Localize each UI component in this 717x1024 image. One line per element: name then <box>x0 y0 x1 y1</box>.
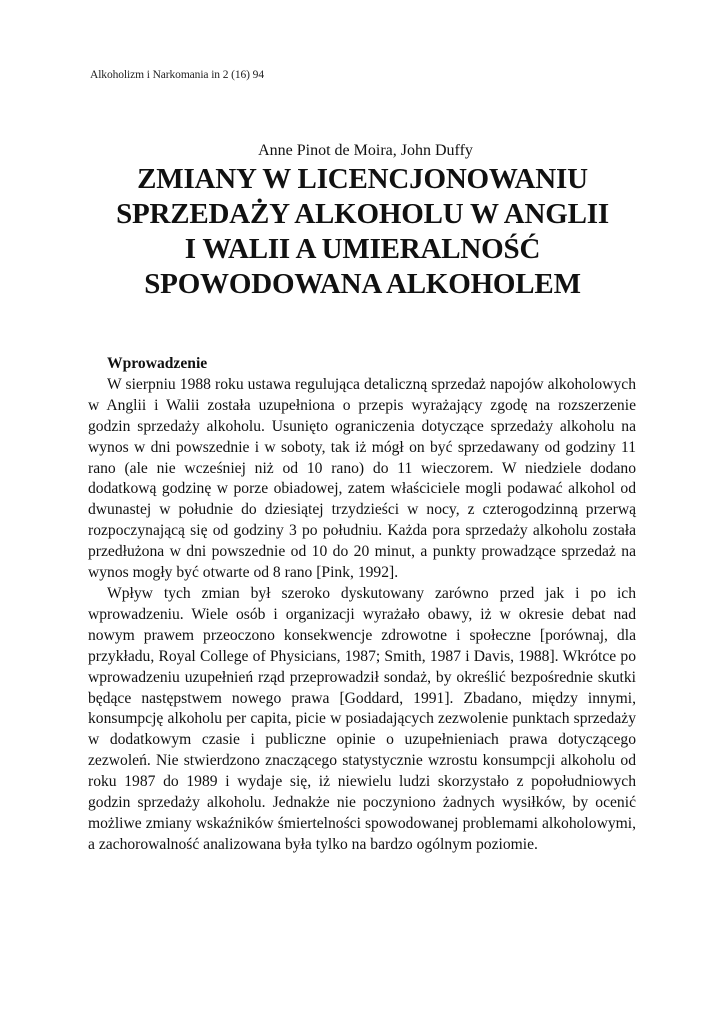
journal-header: Alkoholizm i Narkomania in 2 (16) 94 <box>90 69 264 81</box>
title-line: ZMIANY W LICENCJONOWANIU <box>137 163 588 195</box>
introduction-section <box>88 354 636 856</box>
section-heading: Wprowadzenie <box>107 355 208 372</box>
body-paragraph: Wpływ tych zmian był szeroko dyskutowany zarówno przed jak i po ich wprowadzeniu. Wiele osób i organizacji wyrażało obawy, iż w okresie debat nad nowym prawem przeoczono konsekwencje zdrowotne i społeczne [porównaj, dla przykładu, Royal College of Physicians, 1987; Smith, 1987 i Davis, 1988]. Wkrótce po wprowadzeniu uzupełnień rząd przeprowadził sondaż, by określić bezpośrednie skutki będące następstwem nowego prawa [Goddard, 1991]. Zbadano, między innymi, konsumpcję alkoholu per capita, picie w posiadających zezwolenie punktach sprzedaży w dodatkowym czasie i publiczne opinie o uzupełnieniach prawa dotyczącego zezwoleń. Nie stwierdzono znaczącego statystycznie wzrostu konsumpcji alkoholu od roku 1987 do 1989 i wydaje się, iż niewielu ludzi skorzystało z popołudniowych godzin sprzedaży alkoholu. Jednakże nie poczyniono żadnych wysiłków, by ocenić możliwe zmiany wskaźników śmiertelności spowodowanej problemami alkoholowymi, a zachorowalność analizowana była tylko na bardzo ogólnym poziomie. <box>88 584 636 853</box>
title-line: SPRZEDAŻY ALKOHOLU W ANGLII <box>116 198 609 230</box>
article-authors: Anne Pinot de Moira, John Duffy <box>258 142 473 159</box>
title-line: I WALII A UMIERALNOŚĆ <box>184 233 541 265</box>
article-title <box>0 162 717 302</box>
title-line: SPOWODOWANA ALKOHOLEM <box>144 268 581 300</box>
body-paragraph: W sierpniu 1988 roku ustawa regulująca detaliczną sprzedaż napojów alkoholowych w Anglii i Walii została uzupełniona o przepis wyrażający zgodę na rozszerzenie godzin sprzedaży alkoholu. Usunięto ograniczenia dotyczące sprzedaży alkoholu na wynos w dni powszednie i w soboty, tak iż mógł on być sprzedawany od godziny 11 rano (ale nie wcześniej niż od 10 rano) do 11 wieczorem. W niedziele dodano dodatkową godzinę w porze obiadowej, zatem właściciele mogli podawać alkohol od dwunastej w południe do dziesiątej trzydzieści w nocy, z czterogodzinną przerwą rozpoczynającą się od godziny 3 po południu. Każda pora sprzedaży alkoholu została przedłużona w dni powszednie od 10 do 20 minut, a punkty prowadzące sprzedaż na wynos mogły być otwarte od 8 rano [Pink, 1992]. <box>88 375 636 582</box>
